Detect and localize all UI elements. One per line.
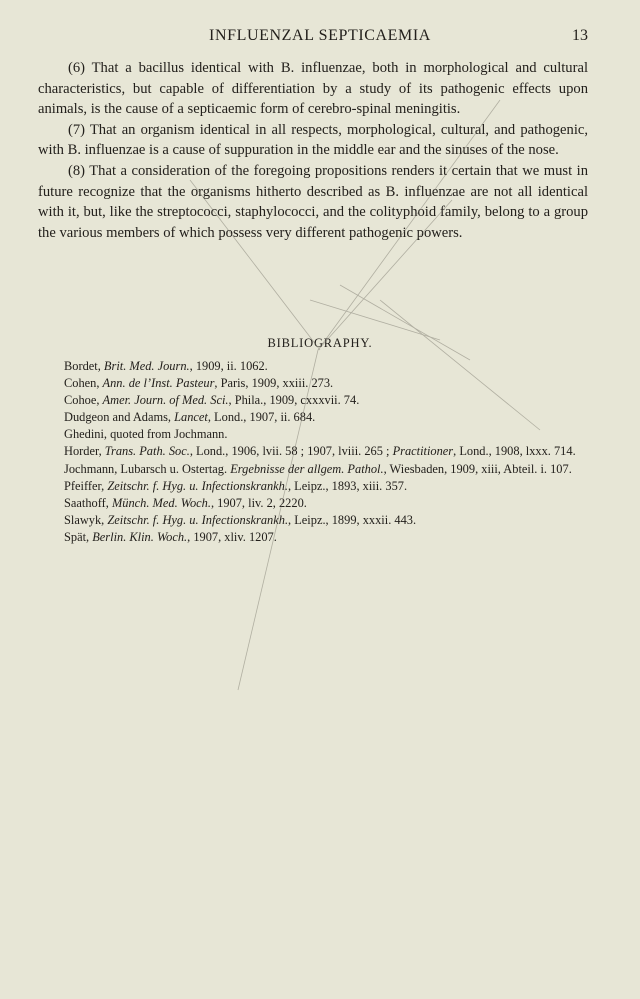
pencil-stroke bbox=[310, 300, 440, 340]
bibliography-entry: Pfeiffer, Zeitschr. f. Hyg. u. Infectionskrankh., Leipz., 1893, xiii. 357. bbox=[64, 478, 408, 493]
bibliography-list bbox=[38, 358, 590, 546]
bibliography-entry: Jochmann, Lubarsch u. Ostertag. Ergebnisse der allgem. Pathol., Wiesbaden, 1909, xiii, Abteil. i. 107. bbox=[64, 461, 572, 476]
bibliography-entry: Bordet, Brit. Med. Journ., 1909, ii. 1062. bbox=[64, 359, 268, 373]
paragraph-6: (6) That a bacillus identical with B. influenzae, both in morphological and cultural characteristics, but capable of differentiation by a study of its pathogenic effects upon animals, is the cause of a septicaemic form of cerebro-spinal meningitis. bbox=[38, 60, 588, 118]
paragraph-8: (8) That a consideration of the foregoing propositions renders it certain that we must in future recognize that the organisms hitherto described as B. influenzae are not all identical with it, but, like the streptococci, staphylococci, and the colityphoid family, belong to a group the various members of which possess very different pathogenic powers. bbox=[38, 162, 588, 241]
page-number: 13 bbox=[572, 27, 588, 44]
bibliography-entry: Saathoff, Münch. Med. Woch., 1907, liv. 2, 2220. bbox=[64, 495, 307, 510]
paragraph-7: (7) That an organism identical in all respects, morphological, cultural, and pathogenic, with B. influenzae is a cause of suppuration in the middle ear and the sinuses of the nose. bbox=[38, 121, 588, 159]
bibliography-entry: Dudgeon and Adams, Lancet, Lond., 1907, ii. 684. bbox=[64, 410, 316, 425]
body-text bbox=[38, 58, 588, 243]
running-head: INFLUENZAL SEPTICAEMIA bbox=[209, 27, 431, 44]
bibliography-entry: Spät, Berlin. Klin. Woch., 1907, xliv. 1207. bbox=[64, 529, 277, 544]
bibliography-entry: Slawyk, Zeitschr. f. Hyg. u. Infectionskrankh., Leipz., 1899, xxxii. 443. bbox=[64, 512, 417, 527]
bibliography-entry: Ghedini, quoted from Jochmann. bbox=[64, 427, 228, 442]
bibliography-heading: BIBLIOGRAPHY. bbox=[267, 336, 373, 350]
page-header bbox=[0, 27, 640, 49]
bibliography-entry: Horder, Trans. Path. Soc., Lond., 1906, lvii. 58 ; 1907, lviii. 265 ; Practitioner, Lond., 1908, lxxx. 714. bbox=[64, 444, 576, 459]
bibliography-entry: Cohoe, Amer. Journ. of Med. Sci., Phila., 1909, cxxxvii. 74. bbox=[64, 393, 360, 408]
bibliography-entry: Cohen, Ann. de l’Inst. Pasteur, Paris, 1909, xxiii. 273. bbox=[64, 376, 334, 391]
